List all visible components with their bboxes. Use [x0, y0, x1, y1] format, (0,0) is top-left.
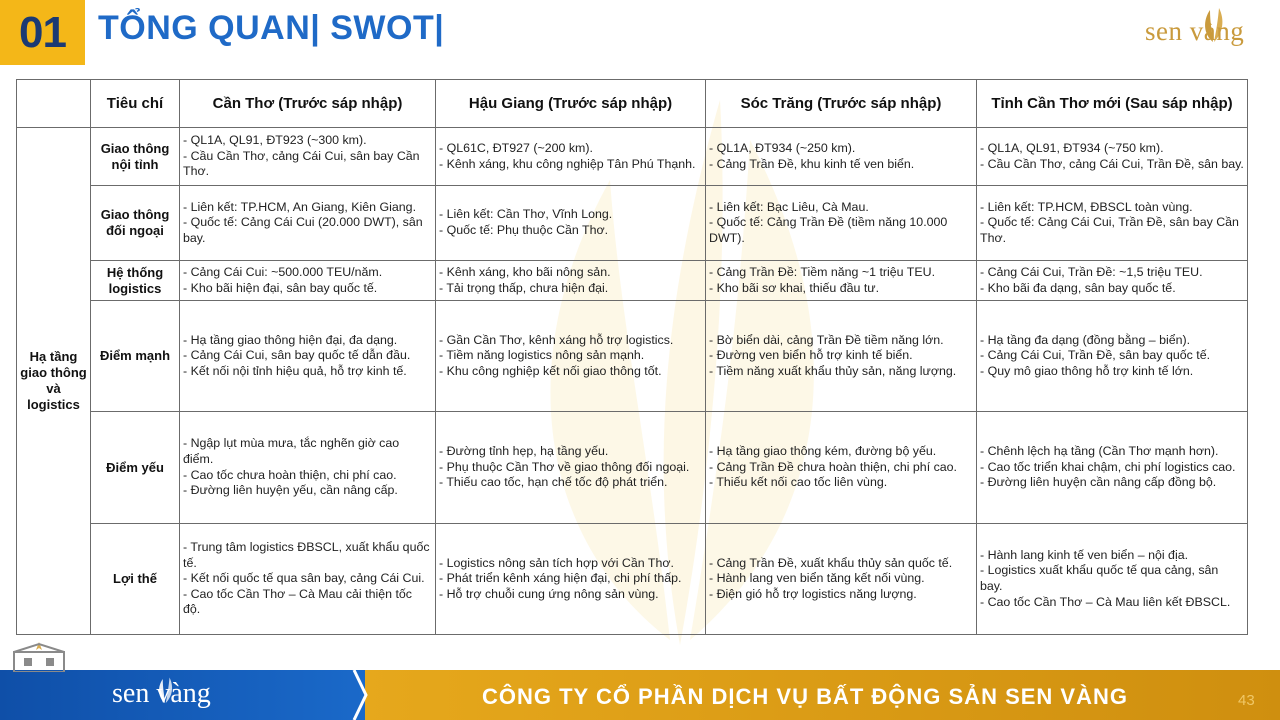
header-soc-trang: Sóc Trăng (Trước sáp nhập)	[706, 80, 977, 128]
page-title: TỔNG QUAN| SWOT|	[98, 9, 445, 47]
header-can-tho: Cần Thơ (Trước sáp nhập)	[180, 80, 436, 128]
table-cell: - Đường tỉnh hẹp, hạ tầng yếu. - Phụ thuộc Cần Thơ về giao thông đối ngoại. - Thiếu cao tốc, hạn chế tốc độ phát triển.	[436, 412, 706, 524]
brand-text-top: sen vàng	[1145, 16, 1245, 46]
table-cell: - Cảng Cái Cui, Trần Đề: ~1,5 triệu TEU. - Kho bãi đa dạng, sân bay quốc tế.	[977, 261, 1248, 301]
table-cell: - Bờ biển dài, cảng Trần Đề tiềm năng lớn. - Đường ven biển hỗ trợ kinh tế biển. - Tiềm năng xuất khẩu thủy sản, năng lượng.	[706, 301, 977, 412]
header-can-tho-new: Tỉnh Cần Thơ mới (Sau sáp nhập)	[977, 80, 1248, 128]
building-badge-icon	[6, 640, 72, 672]
header-criteria: Tiêu chí	[91, 80, 180, 128]
table-cell: - Hành lang kinh tế ven biển – nội địa. - Logistics xuất khẩu quốc tế qua cảng, sân bay. - Cao tốc Cần Thơ – Cà Mau liên kết ĐBSCL.	[977, 524, 1248, 635]
table-cell: - Logistics nông sản tích hợp với Cần Thơ. - Phát triển kênh xáng hiện đại, chi phí thấp. - Hỗ trợ chuỗi cung ứng nông sản vùng.	[436, 524, 706, 635]
table-cell: - Liên kết: Cần Thơ, Vĩnh Long. - Quốc tế: Phụ thuộc Cần Thơ.	[436, 186, 706, 261]
table-row	[17, 186, 1248, 261]
table-cell: - Ngập lụt mùa mưa, tắc nghẽn giờ cao điểm. - Cao tốc chưa hoàn thiện, chi phí cao. - Đường liên huyện yếu, cần nâng cấp.	[180, 412, 436, 524]
header-hau-giang: Hậu Giang (Trước sáp nhập)	[436, 80, 706, 128]
table-cell: - Hạ tầng giao thông kém, đường bộ yếu. - Cảng Trần Đề chưa hoàn thiện, chi phí cao. - Thiếu kết nối cao tốc liên vùng.	[706, 412, 977, 524]
table-cell: - Hạ tầng đa dạng (đồng bằng – biển). - Cảng Cái Cui, Trần Đề, sân bay quốc tế. - Quy mô giao thông hỗ trợ kinh tế lớn.	[977, 301, 1248, 412]
criterion-cell: Giao thông nội tỉnh	[91, 128, 180, 186]
criterion-cell: Điểm yếu	[91, 412, 180, 524]
table-row	[17, 301, 1248, 412]
table-cell: - Liên kết: Bạc Liêu, Cà Mau. - Quốc tế: Cảng Trần Đề (tiềm năng 10.000 DWT).	[706, 186, 977, 261]
table-cell: - QL61C, ĐT927 (~200 km). - Kênh xáng, khu công nghiệp Tân Phú Thạnh.	[436, 128, 706, 186]
table-row	[17, 261, 1248, 301]
table-cell: - Gần Cần Thơ, kênh xáng hỗ trợ logistics. - Tiềm năng logistics nông sản mạnh. - Khu công nghiệp kết nối giao thông tốt.	[436, 301, 706, 412]
footer-company-name: CÔNG TY CỔ PHẦN DỊCH VỤ BẤT ĐỘNG SẢN SEN VÀNG	[482, 684, 1128, 709]
header-empty	[17, 80, 91, 128]
table-row	[17, 412, 1248, 524]
criterion-cell: Hệ thống logistics	[91, 261, 180, 301]
brand-logo-top	[1145, 6, 1270, 50]
footer-divider-icon	[352, 670, 372, 720]
table-cell: - Liên kết: TP.HCM, ĐBSCL toàn vùng. - Quốc tế: Cảng Cái Cui, Trần Đề, sân bay Cần Thơ.	[977, 186, 1248, 261]
section-number-box	[0, 0, 85, 65]
table-row	[17, 524, 1248, 635]
swot-table-container	[16, 79, 1247, 635]
group-label: Hạ tầng giao thông và logistics	[17, 128, 91, 635]
page-number: 43	[1238, 692, 1255, 709]
table-cell: - Hạ tầng giao thông hiện đại, đa dạng. - Cảng Cái Cui, sân bay quốc tế dẫn đầu. - Kết nối nội tỉnh hiệu quả, hỗ trợ kinh tế.	[180, 301, 436, 412]
table-cell: - Cảng Trần Đề, xuất khẩu thủy sản quốc tế. - Hành lang ven biển tăng kết nối vùng. - Điện gió hỗ trợ logistics năng lượng.	[706, 524, 977, 635]
table-cell: - Liên kết: TP.HCM, An Giang, Kiên Giang. - Quốc tế: Cảng Cái Cui (20.000 DWT), sân bay.	[180, 186, 436, 261]
criterion-cell: Giao thông đối ngoại	[91, 186, 180, 261]
criterion-cell: Điểm mạnh	[91, 301, 180, 412]
footer-bar	[0, 670, 1280, 720]
table-row	[17, 128, 1248, 186]
criterion-cell: Lợi thế	[91, 524, 180, 635]
table-cell: - Chênh lệch hạ tầng (Cần Thơ mạnh hơn). - Cao tốc triển khai chậm, chi phí logistics cao. - Đường liên huyện cần nâng cấp đồng bộ.	[977, 412, 1248, 524]
table-cell: - Trung tâm logistics ĐBSCL, xuất khẩu quốc tế. - Kết nối quốc tế qua sân bay, cảng Cái Cui. - Cao tốc Cần Thơ – Cà Mau cải thiện tốc độ.	[180, 524, 436, 635]
table-cell: - Kênh xáng, kho bãi nông sản. - Tải trọng thấp, chưa hiện đại.	[436, 261, 706, 301]
table-cell: - Cảng Cái Cui: ~500.000 TEU/năm. - Kho bãi hiện đại, sân bay quốc tế.	[180, 261, 436, 301]
table-cell: - Cảng Trần Đề: Tiềm năng ~1 triệu TEU. - Kho bãi sơ khai, thiếu đầu tư.	[706, 261, 977, 301]
table-cell: - QL1A, QL91, ĐT934 (~750 km). - Cầu Cần Thơ, cảng Cái Cui, Trần Đề, sân bay.	[977, 128, 1248, 186]
table-cell: - QL1A, QL91, ĐT923 (~300 km). - Cầu Cần Thơ, cảng Cái Cui, sân bay Cần Thơ.	[180, 128, 436, 186]
section-number: 01	[19, 7, 66, 57]
footer-brand-text: sen vàng	[112, 678, 211, 709]
table-header-row	[17, 80, 1248, 128]
swot-table	[16, 79, 1248, 635]
table-cell: - QL1A, ĐT934 (~250 km). - Cảng Trần Đề, khu kinh tế ven biển.	[706, 128, 977, 186]
